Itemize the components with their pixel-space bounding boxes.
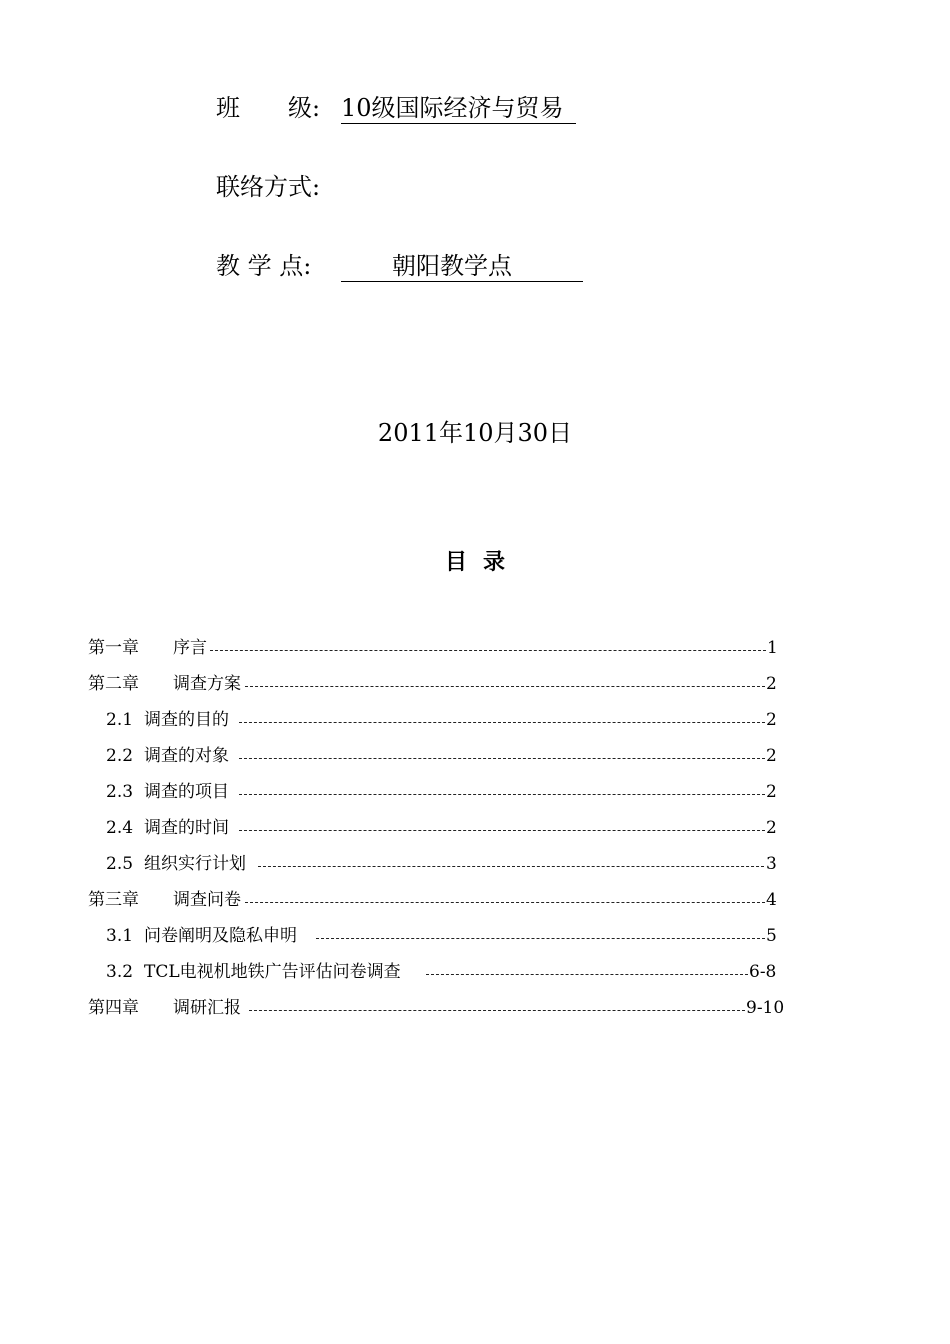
- class-field: [216, 92, 576, 124]
- toc-page-number: 1: [767, 638, 778, 658]
- toc-leader: [245, 902, 765, 903]
- toc-leader: [316, 938, 765, 939]
- toc-section-number: 2.3: [106, 782, 134, 802]
- toc-entry[interactable]: [0, 741, 950, 777]
- toc-entry-title: TCL电视机地铁广告评估问卷调查: [144, 962, 401, 982]
- toc-entry[interactable]: [0, 633, 950, 669]
- toc-entry[interactable]: [0, 885, 950, 921]
- toc-entry[interactable]: [0, 849, 950, 885]
- toc-entry-title: 调查问卷: [173, 890, 241, 910]
- toc-entry-title: 序言: [173, 638, 207, 658]
- toc-chapter: 第一章: [88, 638, 139, 658]
- toc-entry-title: 调查的对象: [144, 746, 229, 766]
- toc-section-number: 2.1: [106, 710, 134, 730]
- toc-entry-title: 调查的目的: [144, 710, 229, 730]
- toc-entry-title: 调查方案: [173, 674, 241, 694]
- toc-entry[interactable]: [0, 777, 950, 813]
- contact-label: 联络方式:: [216, 173, 321, 201]
- toc-entry-title: 调研汇报: [173, 998, 241, 1018]
- toc-entry-title: 调查的项目: [144, 782, 229, 802]
- toc-entry-title: 组织实行计划: [144, 854, 246, 874]
- class-value: 10级国际经济与贸易: [341, 93, 576, 124]
- toc-entry[interactable]: [0, 921, 950, 957]
- toc-leader: [239, 794, 765, 795]
- toc-page-number: 5: [766, 926, 777, 946]
- toc-section-number: 3.2: [106, 962, 134, 982]
- toc-entry-title: 问卷阐明及隐私申明: [144, 926, 297, 946]
- toc-page-number: 2: [766, 818, 777, 838]
- toc-section-number: 2.5: [106, 854, 134, 874]
- toc-title: 目录: [444, 549, 521, 575]
- toc-entry[interactable]: [0, 669, 950, 705]
- toc-entry[interactable]: [0, 705, 950, 741]
- toc-section-number: 2.2: [106, 746, 134, 766]
- teaching-point-label: 教 学 点:: [216, 252, 312, 280]
- toc-leader: [249, 1010, 745, 1011]
- toc-page-number: 6-8: [749, 962, 777, 982]
- toc-section-number: 2.4: [106, 818, 134, 838]
- toc-chapter: 第二章: [88, 674, 139, 694]
- toc-leader: [239, 722, 765, 723]
- toc-leader: [239, 758, 765, 759]
- toc-entry[interactable]: [0, 813, 950, 849]
- toc-page-number: 2: [766, 710, 777, 730]
- report-date: 2011年10月30日: [377, 419, 573, 447]
- teaching-point-value: 朝阳教学点: [341, 251, 583, 282]
- toc-leader: [258, 866, 764, 867]
- toc-chapter: 第四章: [88, 998, 139, 1018]
- contact-field: [216, 171, 320, 203]
- toc-entry[interactable]: [0, 993, 950, 1029]
- toc-leader: [210, 650, 766, 651]
- class-label: 班 级:: [216, 94, 321, 122]
- toc-chapter: 第三章: [88, 890, 139, 910]
- toc-section-number: 3.1: [106, 926, 134, 946]
- toc-page-number: 2: [766, 674, 777, 694]
- toc-page-number: 2: [766, 782, 777, 802]
- toc-page-number: 3: [766, 854, 777, 874]
- toc-page-number: 9-10: [746, 998, 785, 1018]
- toc-leader: [245, 686, 765, 687]
- toc-leader: [426, 974, 748, 975]
- teaching-point-field: [216, 250, 583, 282]
- toc-entry-title: 调查的时间: [144, 818, 229, 838]
- toc-leader: [239, 830, 765, 831]
- toc-page-number: 4: [766, 890, 777, 910]
- toc-entry[interactable]: [0, 957, 950, 993]
- toc-page-number: 2: [766, 746, 777, 766]
- table-of-contents: [0, 633, 950, 1029]
